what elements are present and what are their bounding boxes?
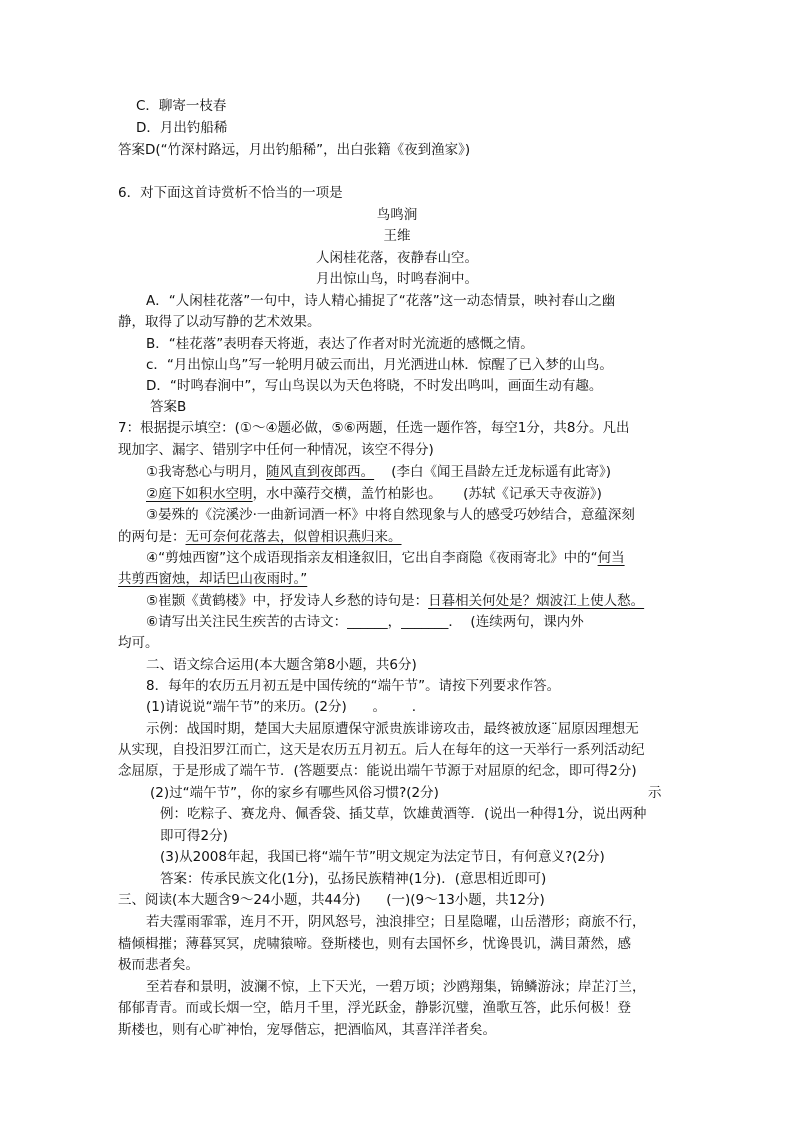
passage-2-line2: 郁郁青青。而或长烟一空，皓月千里，浮光跃金，静影沉璧，渔歌互答，此乐何极！登 — [118, 1000, 631, 1016]
question-8-1: (1)请说说“端午节”的来历。(2分) 。 . — [146, 699, 417, 715]
fill-6-line1: ⑥请写出关注民生疾苦的古诗文：______，_______． (连续两句，课内外 — [146, 614, 584, 630]
question-6: 6．对下面这首诗赏析不恰当的一项是 — [118, 185, 343, 201]
fill-6-line2: 均可。 — [118, 635, 159, 651]
fill-1-answer: 随风直到夜郎西。 — [266, 464, 375, 480]
poem-title: 鸟鸣涧 — [376, 207, 418, 223]
passage-1-line2: 樯倾楫摧；薄暮冥冥，虎啸猿啼。登斯楼也，则有去国怀乡，忧谗畏讥，满目萧然，感 — [118, 936, 631, 952]
fill-2-answer: ②庭下如积水空明 — [146, 486, 253, 502]
answer-q6: 答案B — [150, 399, 187, 415]
option-b: B．“桂花落”表明春天将逝，表达了作者对时光流逝的感慨之情。 — [146, 336, 534, 352]
fill-4-line2 — [118, 569, 307, 589]
answer-q5: 答案D(“竹深村路远，月出钓船稀”，出白张籍《夜到渔家》) — [118, 142, 471, 158]
fill-5: ⑤崔颢《黄鹤楼》中，抒发诗人乡愁的诗句是：日暮相关何处是？烟波江上使人愁。 — [146, 593, 645, 609]
option-a-line1: A．“人闲桂花落”一句中，诗人精心捕捉了“花落”这一动态情景，映衬春山之幽 — [146, 293, 616, 309]
poem-line-1: 人闲桂花落，夜静春山空。 — [316, 250, 478, 266]
fill-4-line1: ④“剪烛西窗”这个成语现指亲友相逢叙旧，它出自李商隐《夜雨寄北》中的“何当 — [146, 550, 625, 566]
passage-2-line1: 至若春和景明，波澜不惊，上下天光，一碧万顷；沙鸥翔集，锦鳞游泳；岸芷汀兰， — [146, 979, 646, 995]
question-8-3: (3)从2008年起，我国已将“端午节”明文规定为法定节日，有何意义?(2分) — [160, 849, 605, 865]
example-2-line2: 即可得2分) — [160, 828, 228, 844]
example-1-line3: 念屈原，于是形成了端午节．(答题要点：能说出端午节源于对屈原的纪念，即可得2分) — [118, 763, 637, 779]
example-1-line1: 示例：战国时期，楚国大夫屈原遭保守派贵族诽谤攻击，最终被放逐¨屈原因理想无 — [146, 721, 639, 737]
fill-5-answer: 日暮相关何处是？烟波江上使人愁。 — [428, 593, 645, 609]
question-7-line1: 7：根据提示填空：(①～④题必做，⑤⑥两题，任选一题作答，每空1分，共8分。凡出 — [118, 420, 630, 436]
option-c-q6: c．“月出惊山鸟”写一轮明月破云而出，月光洒进山林．惊醒了已入梦的山鸟。 — [146, 357, 613, 373]
option-c: C．聊寄一枝春 — [136, 98, 227, 114]
poem-author: 王维 — [383, 228, 411, 244]
question-8-2-suffix: 示 — [648, 785, 662, 801]
fill-2: ②庭下如积水空明，水中藻荇交横，盖竹柏影也。 (苏轼《记承天寺夜游》) — [146, 486, 602, 502]
fill-4-answer-part1: 何当 — [597, 550, 625, 566]
question-8: 8．每年的农历五月初五是中国传统的“端午节”。请按下列要求作答。 — [146, 678, 561, 694]
fill-3-line2: 的两句是：无可奈何花落去，似曾相识燕归来。 — [118, 529, 402, 545]
passage-1-line3: 极而悲者矣。 — [118, 957, 199, 973]
answer-q8: 答案：传承民族文化(1分)，弘扬民族精神(1分)．(意思相近即可) — [160, 871, 547, 887]
fill-3-answer: 无可奈何花落去，似曾相识燕归来。 — [185, 529, 402, 545]
fill-3-line1: ③晏殊的《浣溪沙·一曲新词酒一杯》中将自然现象与人的感受巧妙结合，意蕴深刻 — [146, 507, 635, 523]
section-3-heading: 三、阅读(本大题含9～24小题，共44分) (一)(9～13小题，共12分) — [118, 892, 545, 908]
poem-line-2: 月出惊山鸟，时鸣春涧中。 — [316, 271, 478, 287]
fill-1: ①我寄愁心与明月，随风直到夜郎西。 (李白《闻王昌龄左迁龙标遥有此寄》) — [146, 464, 612, 480]
option-a-line2: 静，取得了以动写静的艺术效果。 — [118, 314, 321, 330]
option-d: D．月出钓船稀 — [136, 120, 228, 136]
option-d-q6: D．“时鸣春涧中”，写山鸟误以为天色将晓，不时发出鸣叫，画面生动有趣。 — [146, 378, 603, 394]
fill-4-answer-part2: 共剪西窗烛，却话巴山夜雨时。” — [118, 571, 308, 587]
question-8-2: (2)过“端午节”，你的家乡有哪些风俗习惯?(2分) — [150, 785, 439, 801]
example-2-line1: 例：吃粽子、赛龙舟、佩香袋、插艾草，饮雄黄酒等．(说出一种得1分，说出两种 — [160, 806, 647, 822]
question-7-line2: 现加字、漏字、错别字中任何一种情况，该空不得分) — [118, 442, 434, 458]
passage-1-line1: 若夫霪雨霏霏，连月不开，阴风怒号，浊浪排空；日星隐曜，山岳潜形；商旅不行， — [146, 914, 646, 930]
example-1-line2: 从实现，自投汨罗江而亡，这天是农历五月初五。后人在每年的这一天举行一系列活动纪 — [118, 742, 645, 758]
section-2-heading: 二、语文综合运用(本大题含第8小题，共6分) — [146, 657, 417, 673]
passage-2-line3: 斯楼也，则有心旷神怡，宠辱偕忘，把酒临风，其喜洋洋者矣。 — [118, 1022, 496, 1038]
